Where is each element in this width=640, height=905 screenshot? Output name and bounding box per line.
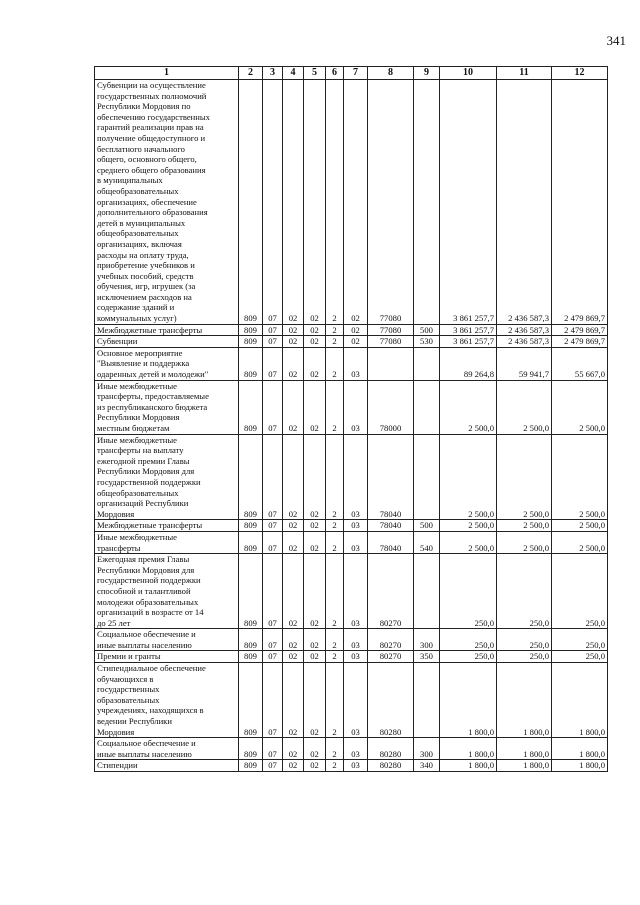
cell-col-6: 2 bbox=[326, 651, 344, 663]
cell-col-12: 1 800,0 bbox=[552, 663, 608, 738]
cell-col-10: 2 500,0 bbox=[440, 380, 497, 434]
cell-col-12: 2 500,0 bbox=[552, 531, 608, 553]
table-row bbox=[95, 760, 608, 772]
table-row bbox=[95, 738, 608, 760]
cell-col-2: 809 bbox=[239, 531, 263, 553]
cell-col-11: 250,0 bbox=[497, 554, 552, 629]
cell-col-2: 809 bbox=[239, 651, 263, 663]
cell-col-9: 300 bbox=[414, 738, 440, 760]
cell-col-9: 300 bbox=[414, 629, 440, 651]
table-row bbox=[95, 336, 608, 348]
table-row bbox=[95, 663, 608, 738]
cell-col-6: 2 bbox=[326, 738, 344, 760]
cell-col-11: 2 500,0 bbox=[497, 520, 552, 532]
cell-col-11: 2 500,0 bbox=[497, 380, 552, 434]
cell-col-5: 02 bbox=[304, 663, 326, 738]
cell-col-6: 2 bbox=[326, 554, 344, 629]
cell-col-4: 02 bbox=[283, 520, 304, 532]
cell-col-3: 07 bbox=[263, 554, 283, 629]
row-name: Социальное обеспечение и иные выплаты населению bbox=[95, 629, 239, 651]
cell-col-6: 2 bbox=[326, 80, 344, 325]
table-row bbox=[95, 520, 608, 532]
row-name: Субвенции на осуществление государственных полномочий Республики Мордовия по обеспечению государственных гарантий реализации прав на получение общедоступного и бесплатного начального общего, основного общего, среднего общего образования в муниципальных общеобразовательных организациях, обеспечение дополнительного образования детей в муниципальных общеобразовательных организациях, включая расходы на оплату труда, приобретение учебников и учебных пособий, средств обучения, игр, игрушек (за исключением расходов на содержание зданий и коммунальных услуг) bbox=[95, 80, 239, 325]
cell-col-3: 07 bbox=[263, 434, 283, 520]
cell-col-7: 03 bbox=[344, 347, 368, 380]
cell-col-7: 03 bbox=[344, 380, 368, 434]
cell-col-7: 03 bbox=[344, 531, 368, 553]
cell-col-7: 03 bbox=[344, 663, 368, 738]
cell-col-9: 500 bbox=[414, 520, 440, 532]
cell-col-4: 02 bbox=[283, 663, 304, 738]
cell-col-7: 02 bbox=[344, 336, 368, 348]
table-row bbox=[95, 651, 608, 663]
cell-col-11: 2 500,0 bbox=[497, 434, 552, 520]
column-header-3: 3 bbox=[263, 67, 283, 80]
cell-col-5: 02 bbox=[304, 520, 326, 532]
cell-col-5: 02 bbox=[304, 80, 326, 325]
cell-col-9 bbox=[414, 80, 440, 325]
cell-col-9: 500 bbox=[414, 324, 440, 336]
cell-col-2: 809 bbox=[239, 336, 263, 348]
table-header-row bbox=[95, 67, 608, 80]
table-row bbox=[95, 531, 608, 553]
cell-col-8: 80270 bbox=[368, 651, 414, 663]
cell-col-10: 2 500,0 bbox=[440, 434, 497, 520]
cell-col-9: 340 bbox=[414, 760, 440, 772]
row-name: Основное мероприятие "Выявление и поддержка одаренных детей и молодежи" bbox=[95, 347, 239, 380]
cell-col-12: 250,0 bbox=[552, 629, 608, 651]
column-header-4: 4 bbox=[283, 67, 304, 80]
column-header-1: 1 bbox=[95, 67, 239, 80]
cell-col-5: 02 bbox=[304, 554, 326, 629]
cell-col-11: 1 800,0 bbox=[497, 760, 552, 772]
cell-col-2: 809 bbox=[239, 434, 263, 520]
cell-col-8 bbox=[368, 347, 414, 380]
cell-col-10: 250,0 bbox=[440, 651, 497, 663]
table-body bbox=[95, 80, 608, 772]
cell-col-4: 02 bbox=[283, 531, 304, 553]
cell-col-12: 2 479 869,7 bbox=[552, 324, 608, 336]
column-header-7: 7 bbox=[344, 67, 368, 80]
cell-col-11: 2 436 587,3 bbox=[497, 336, 552, 348]
cell-col-3: 07 bbox=[263, 347, 283, 380]
cell-col-8: 80280 bbox=[368, 738, 414, 760]
cell-col-5: 02 bbox=[304, 434, 326, 520]
cell-col-12: 250,0 bbox=[552, 554, 608, 629]
cell-col-3: 07 bbox=[263, 663, 283, 738]
cell-col-2: 809 bbox=[239, 347, 263, 380]
cell-col-3: 07 bbox=[263, 336, 283, 348]
cell-col-4: 02 bbox=[283, 336, 304, 348]
cell-col-4: 02 bbox=[283, 629, 304, 651]
row-name: Ежегодная премия Главы Республики Мордовия для государственной поддержки способной и талантливой молодежи образовательных организаций в возрасте от 14 до 25 лет bbox=[95, 554, 239, 629]
cell-col-7: 03 bbox=[344, 520, 368, 532]
cell-col-12: 2 479 869,7 bbox=[552, 336, 608, 348]
cell-col-4: 02 bbox=[283, 80, 304, 325]
cell-col-3: 07 bbox=[263, 531, 283, 553]
cell-col-4: 02 bbox=[283, 380, 304, 434]
cell-col-6: 2 bbox=[326, 347, 344, 380]
cell-col-10: 1 800,0 bbox=[440, 760, 497, 772]
cell-col-2: 809 bbox=[239, 738, 263, 760]
cell-col-8: 80280 bbox=[368, 760, 414, 772]
cell-col-10: 3 861 257,7 bbox=[440, 336, 497, 348]
budget-table bbox=[94, 66, 608, 772]
table-row bbox=[95, 629, 608, 651]
cell-col-4: 02 bbox=[283, 347, 304, 380]
cell-col-10: 250,0 bbox=[440, 629, 497, 651]
cell-col-11: 2 436 587,3 bbox=[497, 324, 552, 336]
cell-col-10: 1 800,0 bbox=[440, 663, 497, 738]
cell-col-4: 02 bbox=[283, 434, 304, 520]
cell-col-8: 80270 bbox=[368, 629, 414, 651]
cell-col-6: 2 bbox=[326, 663, 344, 738]
table-row bbox=[95, 347, 608, 380]
row-name: Иные межбюджетные трансферты bbox=[95, 531, 239, 553]
cell-col-9 bbox=[414, 434, 440, 520]
cell-col-7: 03 bbox=[344, 651, 368, 663]
column-header-8: 8 bbox=[368, 67, 414, 80]
cell-col-8: 77080 bbox=[368, 324, 414, 336]
cell-col-9 bbox=[414, 380, 440, 434]
cell-col-5: 02 bbox=[304, 347, 326, 380]
cell-col-5: 02 bbox=[304, 380, 326, 434]
column-header-10: 10 bbox=[440, 67, 497, 80]
row-name: Иные межбюджетные трансферты на выплату ежегодной премии Главы Республики Мордовия для государственной поддержки общеобразовательных организаций Республики Мордовия bbox=[95, 434, 239, 520]
cell-col-11: 250,0 bbox=[497, 651, 552, 663]
cell-col-3: 07 bbox=[263, 380, 283, 434]
cell-col-12: 2 500,0 bbox=[552, 520, 608, 532]
cell-col-5: 02 bbox=[304, 531, 326, 553]
row-name: Межбюджетные трансферты bbox=[95, 520, 239, 532]
cell-col-10: 89 264,8 bbox=[440, 347, 497, 380]
cell-col-8: 80280 bbox=[368, 663, 414, 738]
cell-col-2: 809 bbox=[239, 380, 263, 434]
cell-col-12: 250,0 bbox=[552, 651, 608, 663]
cell-col-7: 03 bbox=[344, 760, 368, 772]
column-header-9: 9 bbox=[414, 67, 440, 80]
cell-col-6: 2 bbox=[326, 380, 344, 434]
column-header-12: 12 bbox=[552, 67, 608, 80]
cell-col-3: 07 bbox=[263, 520, 283, 532]
cell-col-8: 80270 bbox=[368, 554, 414, 629]
cell-col-6: 2 bbox=[326, 520, 344, 532]
cell-col-5: 02 bbox=[304, 760, 326, 772]
cell-col-8: 78040 bbox=[368, 520, 414, 532]
cell-col-12: 55 667,0 bbox=[552, 347, 608, 380]
column-header-2: 2 bbox=[239, 67, 263, 80]
cell-col-8: 78000 bbox=[368, 380, 414, 434]
cell-col-4: 02 bbox=[283, 738, 304, 760]
cell-col-12: 2 500,0 bbox=[552, 434, 608, 520]
row-name: Социальное обеспечение и иные выплаты населению bbox=[95, 738, 239, 760]
cell-col-2: 809 bbox=[239, 520, 263, 532]
cell-col-5: 02 bbox=[304, 324, 326, 336]
cell-col-3: 07 bbox=[263, 651, 283, 663]
cell-col-12: 2 500,0 bbox=[552, 380, 608, 434]
row-name: Стипендиальное обеспечение обучающихся в государственных образовательных учреждениях, находящихся в ведении Республики Мордовия bbox=[95, 663, 239, 738]
cell-col-11: 59 941,7 bbox=[497, 347, 552, 380]
cell-col-8: 77080 bbox=[368, 80, 414, 325]
cell-col-10: 250,0 bbox=[440, 554, 497, 629]
cell-col-6: 2 bbox=[326, 629, 344, 651]
cell-col-2: 809 bbox=[239, 663, 263, 738]
cell-col-7: 03 bbox=[344, 434, 368, 520]
cell-col-3: 07 bbox=[263, 760, 283, 772]
cell-col-5: 02 bbox=[304, 738, 326, 760]
cell-col-3: 07 bbox=[263, 324, 283, 336]
row-name: Иные межбюджетные трансферты, предоставляемые из республиканского бюджета Республики Мордовия местным бюджетам bbox=[95, 380, 239, 434]
row-name: Премии и гранты bbox=[95, 651, 239, 663]
cell-col-10: 1 800,0 bbox=[440, 738, 497, 760]
cell-col-2: 809 bbox=[239, 554, 263, 629]
cell-col-6: 2 bbox=[326, 531, 344, 553]
cell-col-4: 02 bbox=[283, 324, 304, 336]
cell-col-2: 809 bbox=[239, 80, 263, 325]
cell-col-9 bbox=[414, 347, 440, 380]
cell-col-3: 07 bbox=[263, 738, 283, 760]
cell-col-10: 2 500,0 bbox=[440, 520, 497, 532]
cell-col-7: 02 bbox=[344, 324, 368, 336]
cell-col-9: 530 bbox=[414, 336, 440, 348]
row-name: Стипендии bbox=[95, 760, 239, 772]
cell-col-5: 02 bbox=[304, 629, 326, 651]
column-header-6: 6 bbox=[326, 67, 344, 80]
cell-col-9 bbox=[414, 554, 440, 629]
cell-col-2: 809 bbox=[239, 629, 263, 651]
row-name: Субвенции bbox=[95, 336, 239, 348]
cell-col-9: 350 bbox=[414, 651, 440, 663]
cell-col-11: 2 436 587,3 bbox=[497, 80, 552, 325]
cell-col-7: 03 bbox=[344, 629, 368, 651]
cell-col-3: 07 bbox=[263, 629, 283, 651]
table-row bbox=[95, 80, 608, 325]
cell-col-11: 2 500,0 bbox=[497, 531, 552, 553]
cell-col-8: 78040 bbox=[368, 531, 414, 553]
cell-col-12: 1 800,0 bbox=[552, 738, 608, 760]
row-name: Межбюджетные трансферты bbox=[95, 324, 239, 336]
cell-col-10: 2 500,0 bbox=[440, 531, 497, 553]
table-row bbox=[95, 324, 608, 336]
cell-col-4: 02 bbox=[283, 554, 304, 629]
cell-col-6: 2 bbox=[326, 760, 344, 772]
column-header-11: 11 bbox=[497, 67, 552, 80]
cell-col-12: 1 800,0 bbox=[552, 760, 608, 772]
cell-col-2: 809 bbox=[239, 760, 263, 772]
table-row bbox=[95, 380, 608, 434]
cell-col-2: 809 bbox=[239, 324, 263, 336]
column-header-5: 5 bbox=[304, 67, 326, 80]
cell-col-4: 02 bbox=[283, 651, 304, 663]
cell-col-9 bbox=[414, 663, 440, 738]
cell-col-4: 02 bbox=[283, 760, 304, 772]
table-row bbox=[95, 434, 608, 520]
cell-col-6: 2 bbox=[326, 324, 344, 336]
cell-col-11: 1 800,0 bbox=[497, 738, 552, 760]
cell-col-11: 250,0 bbox=[497, 629, 552, 651]
cell-col-6: 2 bbox=[326, 434, 344, 520]
cell-col-8: 78040 bbox=[368, 434, 414, 520]
table-row bbox=[95, 554, 608, 629]
cell-col-7: 02 bbox=[344, 80, 368, 325]
cell-col-7: 03 bbox=[344, 554, 368, 629]
cell-col-6: 2 bbox=[326, 336, 344, 348]
cell-col-3: 07 bbox=[263, 80, 283, 325]
cell-col-10: 3 861 257,7 bbox=[440, 324, 497, 336]
cell-col-11: 1 800,0 bbox=[497, 663, 552, 738]
cell-col-12: 2 479 869,7 bbox=[552, 80, 608, 325]
cell-col-10: 3 861 257,7 bbox=[440, 80, 497, 325]
cell-col-7: 03 bbox=[344, 738, 368, 760]
cell-col-5: 02 bbox=[304, 336, 326, 348]
page-number: 341 bbox=[606, 33, 626, 48]
cell-col-8: 77080 bbox=[368, 336, 414, 348]
cell-col-9: 540 bbox=[414, 531, 440, 553]
cell-col-5: 02 bbox=[304, 651, 326, 663]
